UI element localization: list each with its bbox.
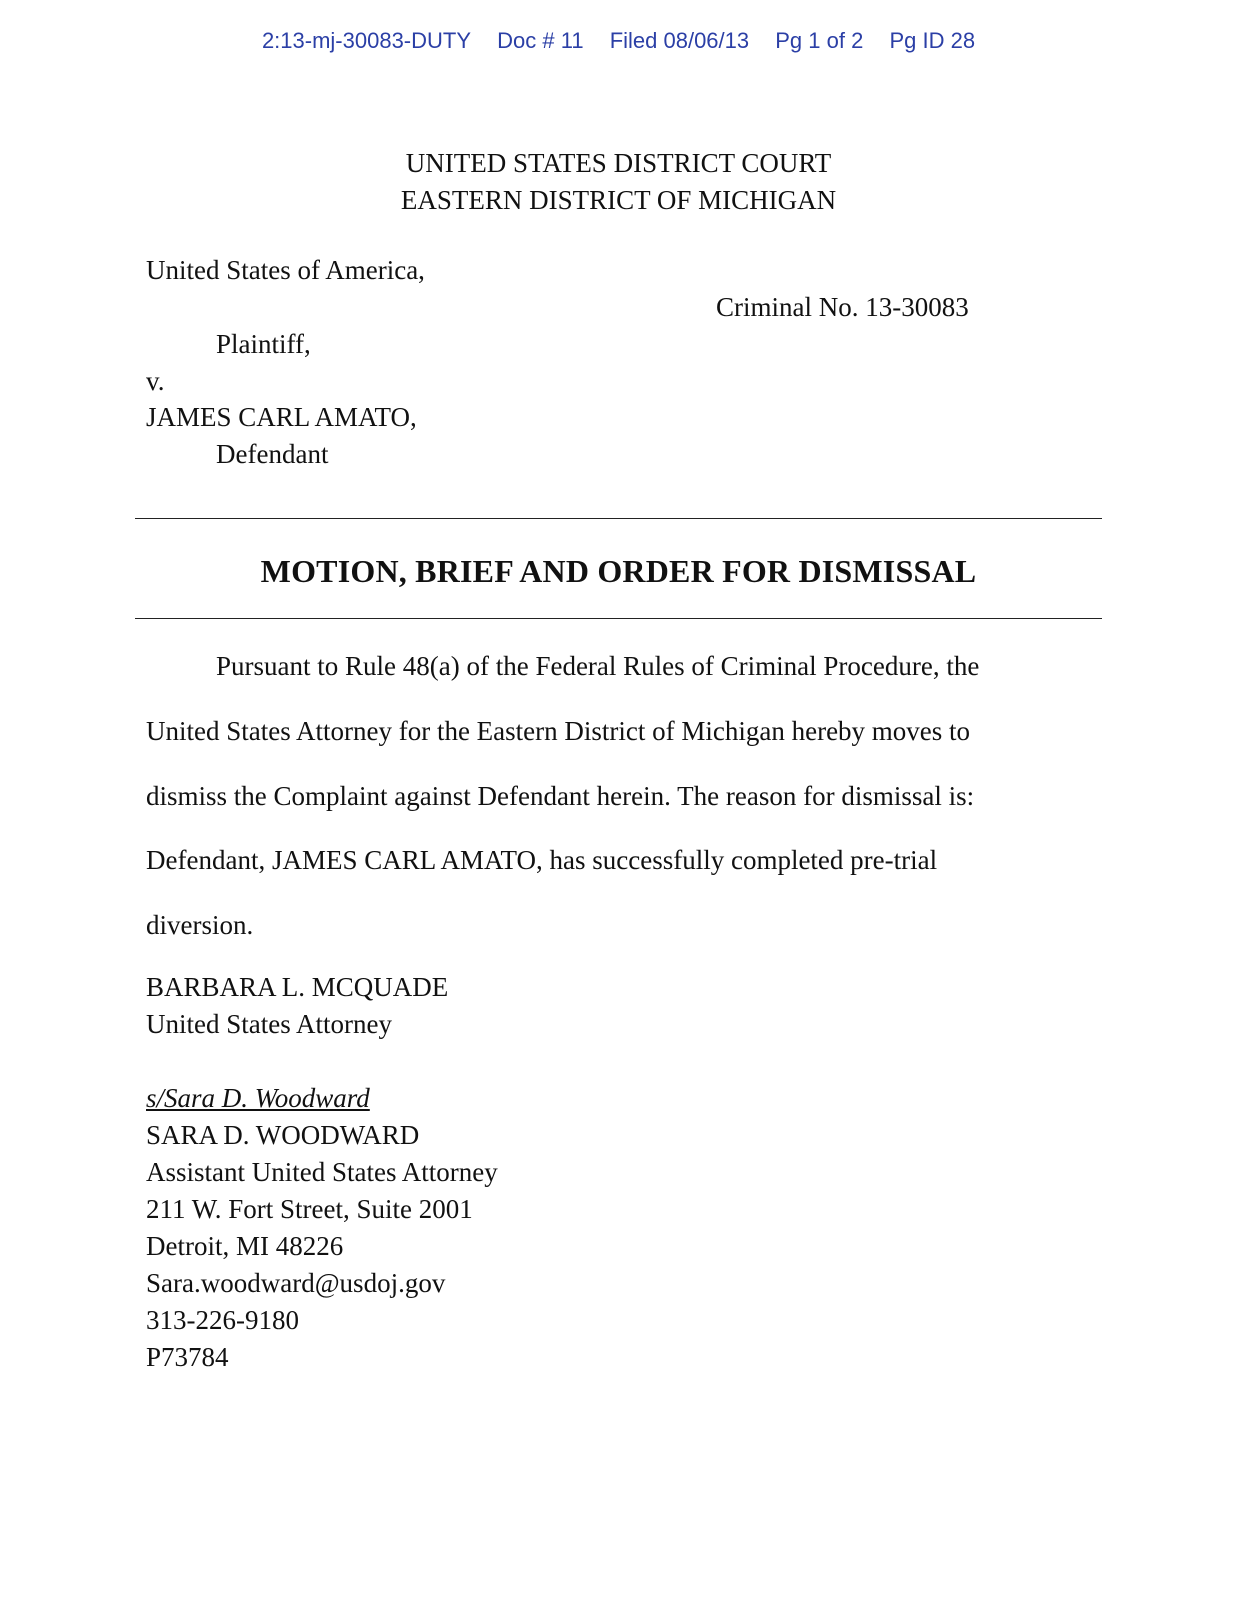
us-attorney-title: United States Attorney — [146, 1009, 392, 1039]
body-line-5: diversion. — [146, 910, 254, 940]
bar-number: P73784 — [146, 1342, 229, 1372]
case-id: 2:13-mj-30083-DUTY — [261, 28, 472, 53]
us-attorney-name: BARBARA L. MCQUADE — [146, 972, 449, 1002]
defendant-name: JAMES CARL AMATO, — [146, 402, 417, 432]
court-line-2: EASTERN DISTRICT OF MICHIGAN — [400, 185, 837, 215]
filed-date: Filed 08/06/13 — [609, 28, 750, 53]
page-count: Pg 1 of 2 — [775, 28, 864, 53]
defendant-role: Defendant — [216, 439, 329, 469]
address-line-2: Detroit, MI 48226 — [146, 1231, 344, 1261]
body-line-4: Defendant, JAMES CARL AMATO, has successfully completed pre-trial — [146, 845, 938, 875]
case-number: Criminal No. 13-30083 — [716, 292, 969, 322]
electronic-signature: s/Sara D. Woodward — [146, 1083, 370, 1113]
address-line-1: 211 W. Fort Street, Suite 2001 — [146, 1194, 473, 1224]
us-attorney-block — [146, 969, 448, 1043]
body-line-3: dismiss the Complaint against Defendant herein. The reason for dismissal is: — [146, 781, 975, 811]
plaintiff-role: Plaintiff, — [216, 329, 311, 359]
signature-block — [146, 1080, 498, 1376]
document-title: MOTION, BRIEF AND ORDER FOR DISMISSAL — [260, 553, 977, 589]
phone: 313-226-9180 — [146, 1305, 299, 1335]
email: Sara.woodward@usdoj.gov — [146, 1268, 446, 1298]
plaintiff-name: United States of America, — [146, 255, 425, 285]
court-line-1: UNITED STATES DISTRICT COURT — [405, 148, 832, 178]
signer-title: Assistant United States Attorney — [146, 1157, 498, 1187]
doc-number: Doc # 11 — [497, 28, 584, 53]
versus: v. — [146, 366, 165, 396]
page-id: Pg ID 28 — [889, 28, 976, 53]
title-rule-top — [135, 518, 1102, 519]
body-line-1: Pursuant to Rule 48(a) of the Federal Rules of Criminal Procedure, the — [216, 651, 980, 681]
court-heading — [0, 145, 1237, 219]
title-rule-bottom — [135, 618, 1102, 619]
filing-header — [0, 28, 1237, 54]
signer-name: SARA D. WOODWARD — [146, 1120, 420, 1150]
body-line-2: United States Attorney for the Eastern District of Michigan hereby moves to — [146, 716, 971, 746]
